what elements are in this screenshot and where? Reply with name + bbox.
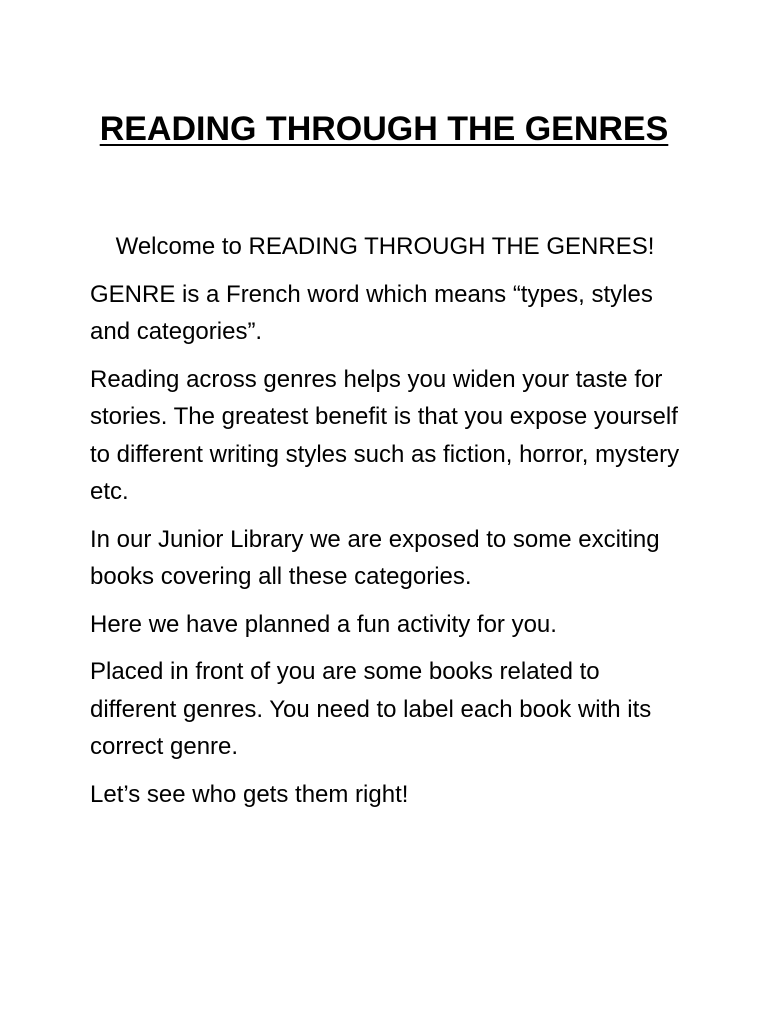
activity-intro-paragraph: Here we have planned a fun activity for you.	[90, 610, 557, 638]
document-body	[90, 228, 680, 823]
welcome-paragraph: Welcome to READING THROUGH THE GENRES!	[115, 233, 655, 260]
closing-paragraph: Let’s see who gets them right!	[90, 780, 409, 808]
benefits-paragraph: Reading across genres helps you widen your taste for stories. The greatest benefit is that you expose yourself to different writing styles such as fiction, horror, mystery etc.	[90, 365, 680, 505]
junior-library-paragraph: In our Junior Library we are exposed to some exciting books covering all these categories.	[90, 525, 660, 590]
genre-definition-paragraph: GENRE is a French word which means “types, styles and categories”.	[90, 280, 653, 345]
document-title: READING THROUGH THE GENRES	[99, 110, 669, 148]
instructions-paragraph: Placed in front of you are some books related to different genres. You need to label each book with its correct genre.	[90, 658, 652, 760]
